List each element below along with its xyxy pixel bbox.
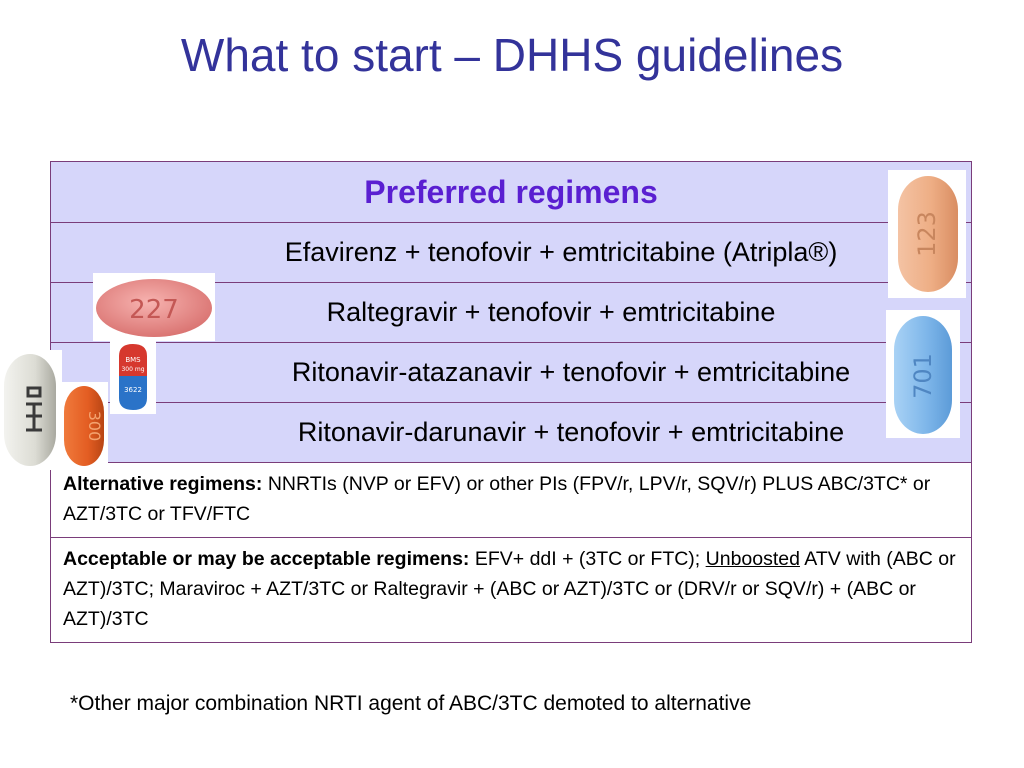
footnote: *Other major combination NRTI agent of ABC/3TC demoted to alternative bbox=[70, 692, 752, 715]
capsule-imprint-2: 300 mg bbox=[121, 366, 145, 373]
capsule-image bbox=[110, 340, 156, 414]
slide-title: What to start – DHHS guidelines bbox=[180, 29, 844, 81]
pink-tablet-image bbox=[93, 273, 215, 341]
acceptable-regimens-text-1: EFV+ ddI + (3TC or FTC); bbox=[469, 548, 706, 570]
acceptable-regimens-label: Acceptable or may be acceptable regimens: bbox=[63, 548, 470, 570]
blue-tablet-imprint: 701 bbox=[909, 353, 937, 399]
acceptable-regimens-row bbox=[51, 537, 971, 642]
preferred-regimen-4: Ritonavir-darunavir + tenofovir + emtricitabine bbox=[51, 402, 971, 462]
regimens-table bbox=[50, 161, 972, 643]
acceptable-regimens-text-2: ATV with (ABC or AZT)/3TC; Maraviroc + AZT/3TC or Raltegravir + (ABC or AZT)/3TC or (DRV/r or SQV/r) + (ABC or AZT)/3TC bbox=[63, 548, 956, 630]
alternative-regimens-row bbox=[51, 462, 971, 537]
orange-tablet-imprint: 300 bbox=[85, 410, 104, 442]
peach-tablet-imprint: 123 bbox=[913, 211, 941, 257]
capsule-imprint-1: BMS bbox=[125, 356, 141, 364]
pink-tablet-imprint: 227 bbox=[129, 295, 179, 325]
preferred-regimen-3: Ritonavir-atazanavir + tenofovir + emtricitabine bbox=[51, 342, 971, 402]
capsule-imprint-3: 3622 bbox=[124, 386, 142, 394]
preferred-regimen-1: Efavirenz + tenofovir + emtricitabine (Atripla®) bbox=[51, 222, 971, 282]
blue-tablet-image bbox=[886, 310, 960, 438]
white-tablet-image bbox=[0, 350, 62, 470]
orange-tablet-image bbox=[60, 382, 108, 470]
unboosted-term: Unboosted bbox=[705, 548, 800, 570]
alternative-regimens-text: NNRTIs (NVP or EFV) or other PIs (FPV/r, LPV/r, SQV/r) PLUS ABC/3TC* or AZT/3TC or TFV/FTC bbox=[63, 473, 931, 525]
table-header: Preferred regimens bbox=[51, 162, 971, 222]
preferred-regimen-2: Raltegravir + tenofovir + emtricitabine bbox=[51, 282, 971, 342]
peach-tablet-image bbox=[888, 170, 966, 298]
alternative-regimens-label: Alternative regimens: bbox=[63, 473, 263, 495]
